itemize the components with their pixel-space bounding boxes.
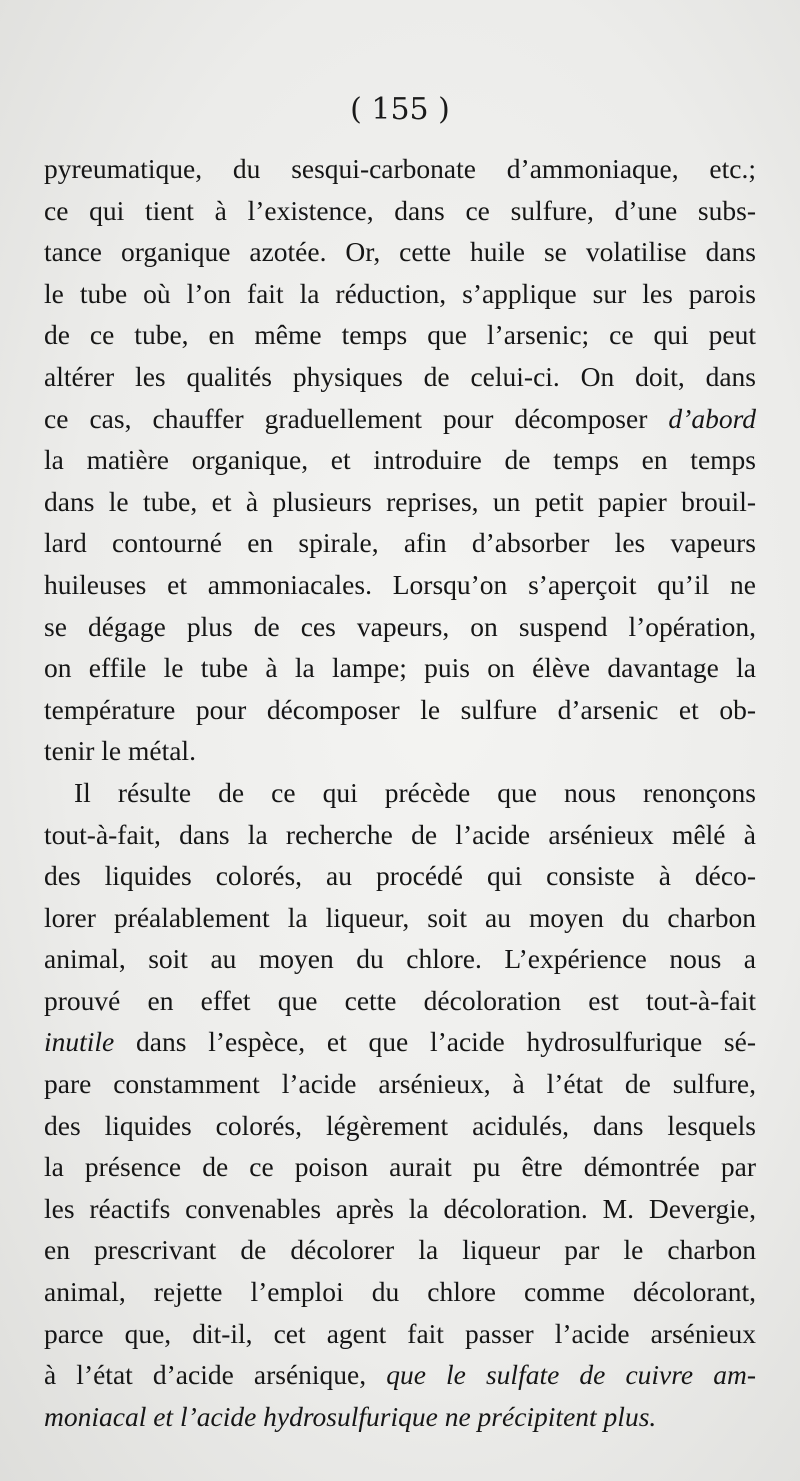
italic-text: inutile bbox=[44, 1026, 115, 1058]
text-line bbox=[44, 1396, 756, 1438]
italic-text: moniacal et l’acide hydrosulfurique ne précipitent plus. bbox=[44, 1400, 657, 1432]
text-line bbox=[44, 190, 756, 232]
text-line bbox=[44, 897, 756, 939]
text-line bbox=[44, 148, 756, 190]
body-text bbox=[44, 148, 756, 1437]
text-run: pyreumatique, du sesqui-carbonate d’ammoniaque, etc.; bbox=[44, 153, 756, 184]
text-run: température pour décomposer le sulfure d’arsenic et ob- bbox=[44, 693, 756, 725]
text-run: se dégage plus de ces vapeurs, on suspend l’opération, bbox=[44, 610, 756, 642]
text-run: la matière organique, et introduire de temps en temps bbox=[44, 444, 756, 476]
text-run: pare constamment l’acide arsénieux, à l’état de sulfure, bbox=[44, 1068, 756, 1100]
text-run: lard contourné en spirale, afin d’absorber les vapeurs bbox=[44, 527, 756, 559]
text-line bbox=[44, 522, 756, 564]
text-run: tenir le métal. bbox=[44, 735, 196, 767]
text-line bbox=[44, 1271, 756, 1313]
text-run: tance organique azotée. Or, cette huile se volatilise dans bbox=[44, 236, 756, 268]
text-line bbox=[44, 689, 756, 731]
text-run: dans le tube, et à plusieurs reprises, un petit papier brouil- bbox=[44, 485, 756, 517]
text-line bbox=[44, 1021, 756, 1063]
text-line bbox=[44, 730, 756, 772]
text-run: ce qui tient à l’existence, dans ce sulfure, d’une subs- bbox=[44, 194, 756, 226]
text-run: des liquides colorés, au procédé qui consiste à déco- bbox=[44, 860, 756, 892]
text-run: à l’état d’acide arsénique, bbox=[44, 1359, 387, 1391]
text-run: la présence de ce poison aurait pu être démontrée par bbox=[44, 1151, 756, 1183]
text-run: huileuses et ammoniacales. Lorsqu’on s’aperçoit qu’il ne bbox=[44, 568, 756, 600]
text-line bbox=[44, 481, 756, 523]
text-run: le tube où l’on fait la réduction, s’applique sur les parois bbox=[44, 277, 756, 309]
text-run: les réactifs convenables après la décoloration. M. Devergie, bbox=[44, 1192, 756, 1224]
text-line bbox=[44, 855, 756, 897]
text-run: ce cas, chauffer graduellement pour décomposer bbox=[44, 402, 669, 434]
text-line bbox=[44, 814, 756, 856]
text-line bbox=[44, 1146, 756, 1188]
italic-text: que le sulfate de cuivre am- bbox=[386, 1359, 756, 1391]
text-line bbox=[44, 1188, 756, 1230]
text-line bbox=[44, 314, 756, 356]
text-run: des liquides colorés, légèrement acidulés, dans lesquels bbox=[44, 1109, 756, 1141]
text-run: parce que, dit-il, cet agent fait passer l’acide arsénieux bbox=[44, 1317, 756, 1349]
text-line bbox=[44, 980, 756, 1022]
text-line bbox=[44, 1105, 756, 1147]
text-line bbox=[44, 938, 756, 980]
text-line bbox=[44, 647, 756, 689]
text-run: on effile le tube à la lampe; puis on élève davantage la bbox=[44, 652, 756, 684]
text-line bbox=[44, 356, 756, 398]
text-line bbox=[44, 1063, 756, 1105]
text-line bbox=[44, 564, 756, 606]
text-line bbox=[44, 606, 756, 648]
text-run: de ce tube, en même temps que l’arsenic; ce qui peut bbox=[44, 319, 756, 351]
text-run: animal, soit au moyen du chlore. L’expérience nous a bbox=[44, 943, 756, 975]
text-run: animal, rejette l’emploi du chlore comme décolorant, bbox=[44, 1276, 756, 1308]
text-run: altérer les qualités physiques de celui-ci. On doit, dans bbox=[44, 360, 756, 392]
text-run: Il résulte de ce qui précède que nous renonçons bbox=[74, 776, 756, 808]
italic-text: d’abord bbox=[668, 402, 756, 434]
text-line bbox=[44, 398, 756, 440]
text-line bbox=[44, 1229, 756, 1271]
text-run: en prescrivant de décolorer la liqueur par le charbon bbox=[44, 1234, 756, 1266]
text-run: prouvé en effet que cette décoloration est tout-à-fait bbox=[44, 984, 756, 1016]
text-line bbox=[44, 772, 756, 814]
text-line bbox=[44, 1313, 756, 1355]
text-line bbox=[44, 1354, 756, 1396]
text-line bbox=[44, 231, 756, 273]
text-run: tout-à-fait, dans la recherche de l’acide arsénieux mêlé à bbox=[44, 818, 756, 850]
page-number: ( 155 ) bbox=[350, 92, 450, 127]
text-line bbox=[44, 273, 756, 315]
text-run: dans l’espèce, et que l’acide hydrosulfurique sé- bbox=[114, 1026, 756, 1058]
text-run: lorer préalablement la liqueur, soit au moyen du charbon bbox=[44, 901, 756, 933]
text-line bbox=[44, 439, 756, 481]
